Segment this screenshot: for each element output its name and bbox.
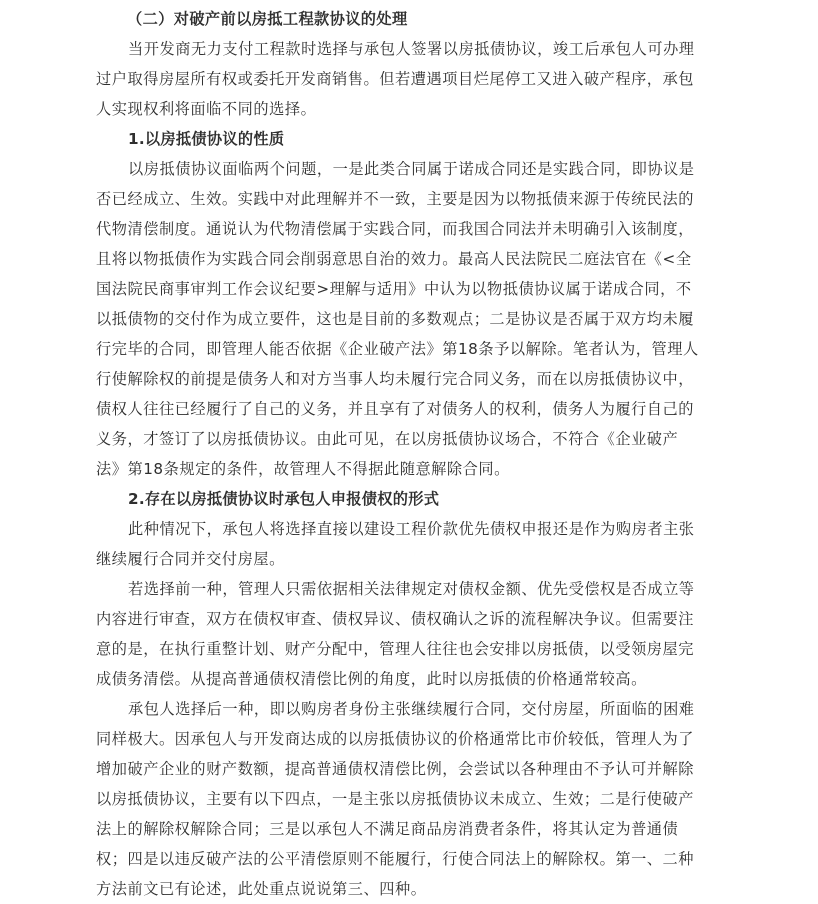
paragraph-line: 以抵债物的交付作为成立要件，这也是目前的多数观点；二是协议是否属于双方均未履 <box>96 310 695 328</box>
paragraph-line: 以房抵债协议面临两个问题，一是此类合同属于诺成合同还是实践合同，即协议是 <box>128 160 695 178</box>
paragraph-2 <box>96 154 733 484</box>
paragraph-line: 意的是，在执行重整计划、财产分配中，管理人往往也会安排以房抵债，以受领房屋完 <box>96 640 695 658</box>
paragraph-line: 行使解除权的前提是债务人和对方当事人均未履行完合同义务，而在以房抵债协议中， <box>96 370 695 388</box>
paragraph-line: 法上的解除权解除合同；三是以承包人不满足商品房消费者条件，将其认定为普通债 <box>96 820 679 838</box>
paragraph-3 <box>96 514 733 574</box>
paragraph-line: 承包人选择后一种，即以购房者身份主张继续履行合同，交付房屋，所面临的困难 <box>128 700 695 718</box>
subheading-2: 2.存在以房抵债协议时承包人申报债权的形式 <box>128 490 440 508</box>
paragraph-line: 且将以物抵债作为实践合同会削弱意思自治的效力。最高人民法院民二庭法官在《<全 <box>96 250 692 268</box>
paragraph-line: 当开发商无力支付工程款时选择与承包人签署以房抵债协议，竣工后承包人可办理 <box>128 40 695 58</box>
section-title: （二）对破产前以房抵工程款协议的处理 <box>127 10 408 28</box>
paragraph-5 <box>96 694 733 904</box>
paragraph-line: 若选择前一种，管理人只需依据相关法律规定对债权金额、优先受偿权是否成立等 <box>128 580 695 598</box>
paragraph-line: 此种情况下，承包人将选择直接以建设工程价款优先债权申报还是作为购房者主张 <box>128 520 695 538</box>
paragraph-line: 增加破产企业的财产数额，提高普通债权清偿比例，会尝试以各种理由不予认可并解除 <box>96 760 695 778</box>
paragraph-line: 方法前文已有论述，此处重点说说第三、四种。 <box>96 880 427 898</box>
paragraph-line: 人实现权利将面临不同的选择。 <box>96 100 317 118</box>
paragraph-line: 同样极大。因承包人与开发商达成的以房抵债协议的价格通常比市价较低，管理人为了 <box>96 730 695 748</box>
paragraph-1 <box>96 34 733 124</box>
paragraph-line: 权；四是以违反破产法的公平清偿原则不能履行，行使合同法上的解除权。第一、二种 <box>96 850 695 868</box>
paragraph-line: 继续履行合同并交付房屋。 <box>96 550 285 568</box>
paragraph-line: 法》第18条规定的条件，故管理人不得据此随意解除合同。 <box>96 460 510 478</box>
paragraph-line: 义务，才签订了以房抵债协议。由此可见，在以房抵债协议场合，不符合《企业破产 <box>96 430 679 448</box>
paragraph-line: 行完毕的合同，即管理人能否依据《企业破产法》第18条予以解除。笔者认为，管理人 <box>96 340 699 358</box>
paragraph-line: 过户取得房屋所有权或委托开发商销售。但若遭遇项目烂尾停工又进入破产程序，承包 <box>96 70 695 88</box>
paragraph-line: 否已经成立、生效。实践中对此理解并不一致，主要是因为以物抵债来源于传统民法的 <box>96 190 695 208</box>
paragraph-line: 债权人往往已经履行了自己的义务，并且享有了对债务人的权利，债务人为履行自己的 <box>96 400 695 418</box>
paragraph-line: 成债务清偿。从提高普通债权清偿比例的角度，此时以房抵债的价格通常较高。 <box>96 670 647 688</box>
paragraph-4 <box>96 574 733 694</box>
paragraph-line: 以房抵债协议，主要有以下四点，一是主张以房抵债协议未成立、生效；二是行使破产 <box>96 790 695 808</box>
subheading-1: 1.以房抵债协议的性质 <box>128 130 285 148</box>
paragraph-line: 代物清偿制度。通说认为代物清偿属于实践合同，而我国合同法并未明确引入该制度， <box>96 220 695 238</box>
paragraph-line: 内容进行审查，双方在债权审查、债权异议、债权确认之诉的流程解决争议。但需要注 <box>96 610 695 628</box>
paragraph-line: 国法院民商事审判工作会议纪要>理解与适用》中认为以物抵债协议属于诺成合同，不 <box>96 280 692 298</box>
